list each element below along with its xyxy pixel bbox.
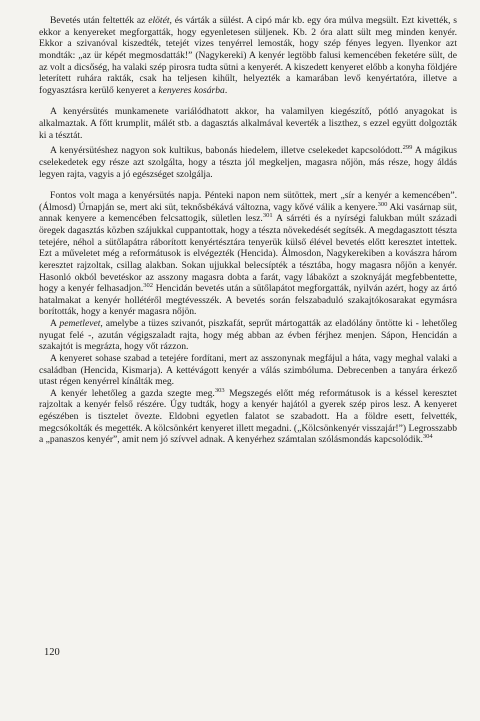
page-number: 120 [44,647,60,658]
text-run: Aki vasárnap süt, annak kenyere a kemencében felcsattogik, sületlen lesz. [39,201,458,225]
text-run: A mágikus cselekedetek egy része azt szolgálta, hogy a tészta jól megkeljen, magasra nőjön, más része, hogy áldás legyen rajta, vagyis a jó egészséget szolgálja. [39,145,457,180]
text-run: A [50,318,60,329]
italic-term: pemetlevet [59,318,101,329]
text-run: , és várták a sülést. A cipó már kb. egy óra múlva megsült. Ezt kivették, s ekkor a kenyereket megforgatták, hogy egyenletesen süljenek. Kb. 2 óra alatt sült meg minden kenyér. Ekkor a szivanóval kiszedték, tetejét vizes tenyérrel lemosták, hogy szép fényes legyen. Ilyenkor azt mondták: „az ür képét megmosdatták!” (Nagykereki) A kenyér legtöbb falusi kemencében feketére sült, de az volt a dicsőség, ha valaki szép pirosra tudta sütni a kenyerét. A kiszedett kenyeret előbb a konyha földjére leterített ruhára rakták, csak ha teljesen kihűlt, helyezték a kamarában levő kenyértatóra, illetve a fogyasztásra kerülő kenyeret a [39,15,457,96]
footnote-marker: 303 [214,386,225,394]
paragraph [39,190,457,318]
italic-term: elötét [148,15,170,26]
body-text [39,15,457,446]
footnote-marker: 299 [402,144,413,152]
text-run: . [224,84,228,96]
paragraph [39,145,457,180]
paragraph [39,15,457,96]
footnote-marker: 302 [143,281,154,289]
text-run: A kenyérsütéshez nagyon sok kultikus, babonás hiedelem, illetve cselekedet kapcsolódott. [50,145,403,157]
text-run: A kenyérsütés munkamenete variálódhatott akkor, ha valamilyen kiegészítő, pótló anyagokat is alkalmaztak. A főtt krumplit, málét stb. a dagasztás alkalmával keverték a liszthez, s ezzel együtt dolgozták ki a tésztát. [39,106,457,141]
italic-term: kenyeres kosárba [158,84,225,96]
text-run: , amelybe a tüzes szivanót, piszkafát, seprűt mártogatták az eladólány öntötte ki - lehetőleg nyugat felé -, azután végigszaladt rajta, hogy még abban az évben férjhez menjen. Sápon, Hencidán a szakajtót is megrázta, hogy vőt rázzon. [39,318,457,353]
text-run: A kenyeret sohase szabad a tetejére fordítani, mert az asszonynak megfájul a háta, vagy meghal valaki a családban (Hencida, Kismarja). A kettévágott kenyér a válás szimbóluma. Debrecenben a tanyára érkező utast régen kenyérrel kínálták meg. [39,352,457,388]
paragraph [39,106,457,141]
footnote-marker: 301 [262,212,273,220]
paragraph [39,318,457,353]
text-run: A kenyér lehetőleg a gazda szegte meg. [50,387,215,399]
text-run: A sárréti és a nyírségi falukban múlt századi öregek dagasztás közben szájukkal cuppantottak, hogy a tészta növekedését segítsék. A megdagasztott tészta tetejére, néhol a sütőlapátra ráborított kenyértésztára tenyerük külső élével bevetés előtt keresztet intettek. Ezt a műveletet még a reformátusok is elvégezték (Hencida). Álmosdon, Nagykerekiben a kovászra három keresztet rajzoltak, csillag alakban. Sokan ujjukkal belecsípték a tésztába, hogy magasra nőjön a kenyér. Hasonló okból bevetéskor az asszony magasra dobta a farát, vagy lábaközt a szoknyáját megfebbentette, hogy a kenyér felhasadjon. [39,213,457,295]
text-run: Hencidán bevetés után a sütőlapátot megforgatták, nyilván azért, hogy az ártó hatalmakat a kenyér hollétéről megtévesszék. A bevetés során felszabaduló szakajtókosarakat egymásra borították, hogy a kenyér magasra nőjön. [39,283,457,318]
text-run: Fontos volt maga a kenyérsütés napja. Pénteki napon nem sütöttek, mert „sír a kenyér a kemencében”. (Álmosd) Úrnapján se, mert aki süt, teknősbékává változna, vagy kővé válik a kenyere. [39,190,457,213]
footnote-marker: 304 [422,433,433,441]
text-run: Bevetés után feltették az [50,15,149,26]
paragraph [39,353,457,388]
footnote-marker: 300 [377,200,388,208]
text-run: Megszegés előtt még reformátusok is a késsel keresztet rajzoltak a kenyér felső részére. Úgy tudták, hogy a kenyér hajától a gyerek szép piros lesz. A kenyeret egészében is tisztelet övezte. Eldobni egyetlen falatot se szabadott. Ha a földre esett, felvették, megcsókolták és megették. A kölcsönkért kenyeret illett megadni. („Kölcsönkenyér visszajár!”) Legrosszabb a „panaszos kenyér”, amit nem jó szívvel adnak. A kenyérhez számtalan szólásmondás kapcsolódik. [39,387,457,446]
paragraph [39,388,457,446]
